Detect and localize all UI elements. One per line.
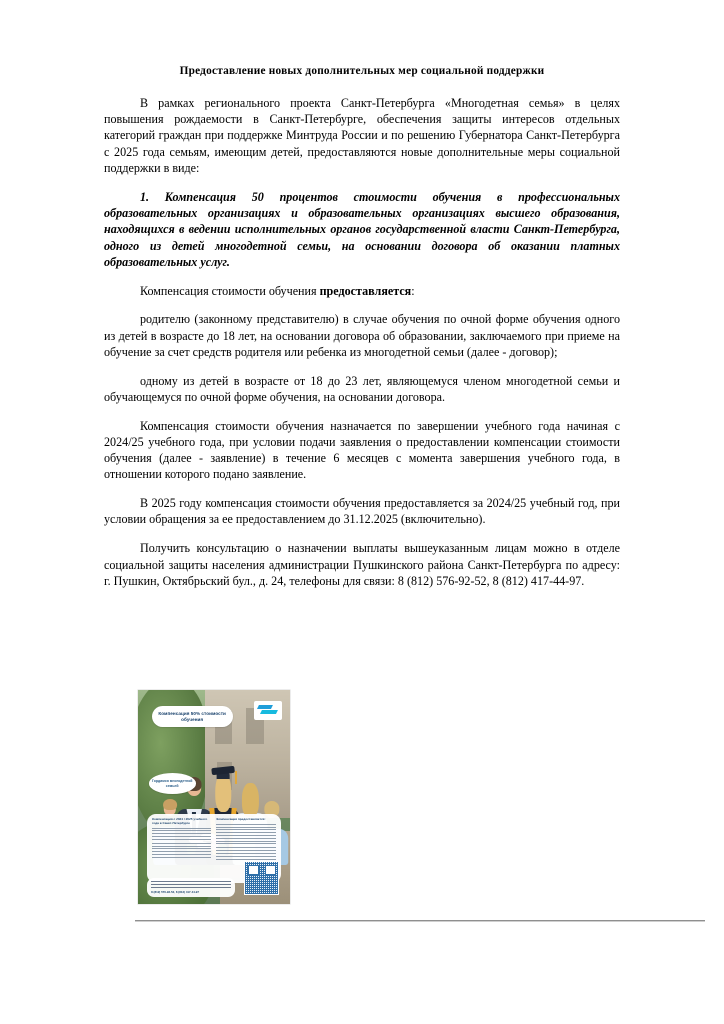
poster-text-lines [216,824,275,845]
poster-text-lines [152,828,211,840]
footer-divider [135,920,705,922]
paragraph-granted-lead [104,283,620,299]
paragraph-recipient-child: одному из детей в возрасте от 18 до 23 лет, являющемуся членом многодетной семьи и обучающемуся по очной форме обучения, на основании договора. [104,373,620,404]
granted-lead-prefix: Компенсация стоимости обучения [140,283,320,298]
granted-lead-emphasis: предоставляется [319,283,412,298]
poster-badge-bubble: Гордимся многодетной семьей [149,773,196,794]
poster-contact-lines [151,881,231,888]
document-body [104,64,620,602]
poster-text-lines [152,843,211,858]
granted-lead-suffix: : [411,283,415,298]
page-title: Предоставление новых дополнительных мер социальной поддержки [179,65,545,77]
paragraph-consultation: Получить консультацию о назначении выплаты вышеуказанным лицам можно в отделе социальной защиты населения администрации Пушкинского района Санкт-Петербурга по адресу: г. Пушкин, Октябрьский бул., д. 24, телефоны для связи: 8 (812) 576-92-52, 8 (812) 417-44-97. [104,541,620,588]
poster-info-heading-left: Компенсация с 2024 / 2025 учебного года в Санкт-Петербурге [152,817,208,825]
poster-logo-icon [254,701,283,720]
paragraph-assignment-terms: Компенсация стоимости обучения назначается по завершении учебного года начиная с 2024/25 учебного года, при условии подачи заявления о предоставлении компенсации стоимости обучения (далее - заявление) в течение 6 месяцев с момента завершения учебного года, в отношении которого подано заявление. [104,418,620,482]
qr-code-icon [244,861,279,895]
paragraph-intro: В рамках регионального проекта Санкт-Петербурга «Многодетная семья» в целях повышения рождаемости в Санкт-Петербурге, обеспечения защиты интересов отдельных категорий граждан при поддержке Минтруда России и по решению Губернатора Санкт-Петербурга с 2025 года семьям, имеющим детей, предоставляются новые дополнительные меры социальной поддержки в виде: [104,95,620,175]
poster-image [138,690,290,904]
poster-canvas [138,690,290,904]
paragraph-measure-1: 1. Компенсация 50 процентов стоимости обучения в профессиональных образовательных организациях и образовательных организациях высшего образования, находящихся в ведении исполнительных органов государственной власти Санкт-Петербурга, одного из детей многодетной семьи, на основании договора об оказании платных образовательных услуг. [104,189,620,269]
poster-contact-phones: 8 (812) 576-92-52, 8 (812) 417-44-97 [151,889,199,894]
paragraph-year-2025: В 2025 году компенсация стоимости обучения предоставляется за 2024/25 учебный год, при условии обращения за ее предоставлением до 31.12.2025 (включительно). [104,496,620,527]
poster-headline-bubble: Компенсация 50% стоимости обучения [152,706,233,727]
poster-info-column-left [152,818,211,878]
paragraph-recipient-parent: родителю (законному представителю) в случае обучения по очной форме обучения одного из детей в возрасте до 18 лет, на основании договора об образовании, заключаемого при приеме на обучение за счет средств родителя или ребенка из многодетной семьи (далее - договор); [104,312,620,359]
graduation-cap-icon [211,765,234,775]
poster-contact-block [147,878,235,896]
poster-text-lines [216,847,275,859]
poster-info-heading-right: Компенсация предоставляется: [216,817,266,822]
